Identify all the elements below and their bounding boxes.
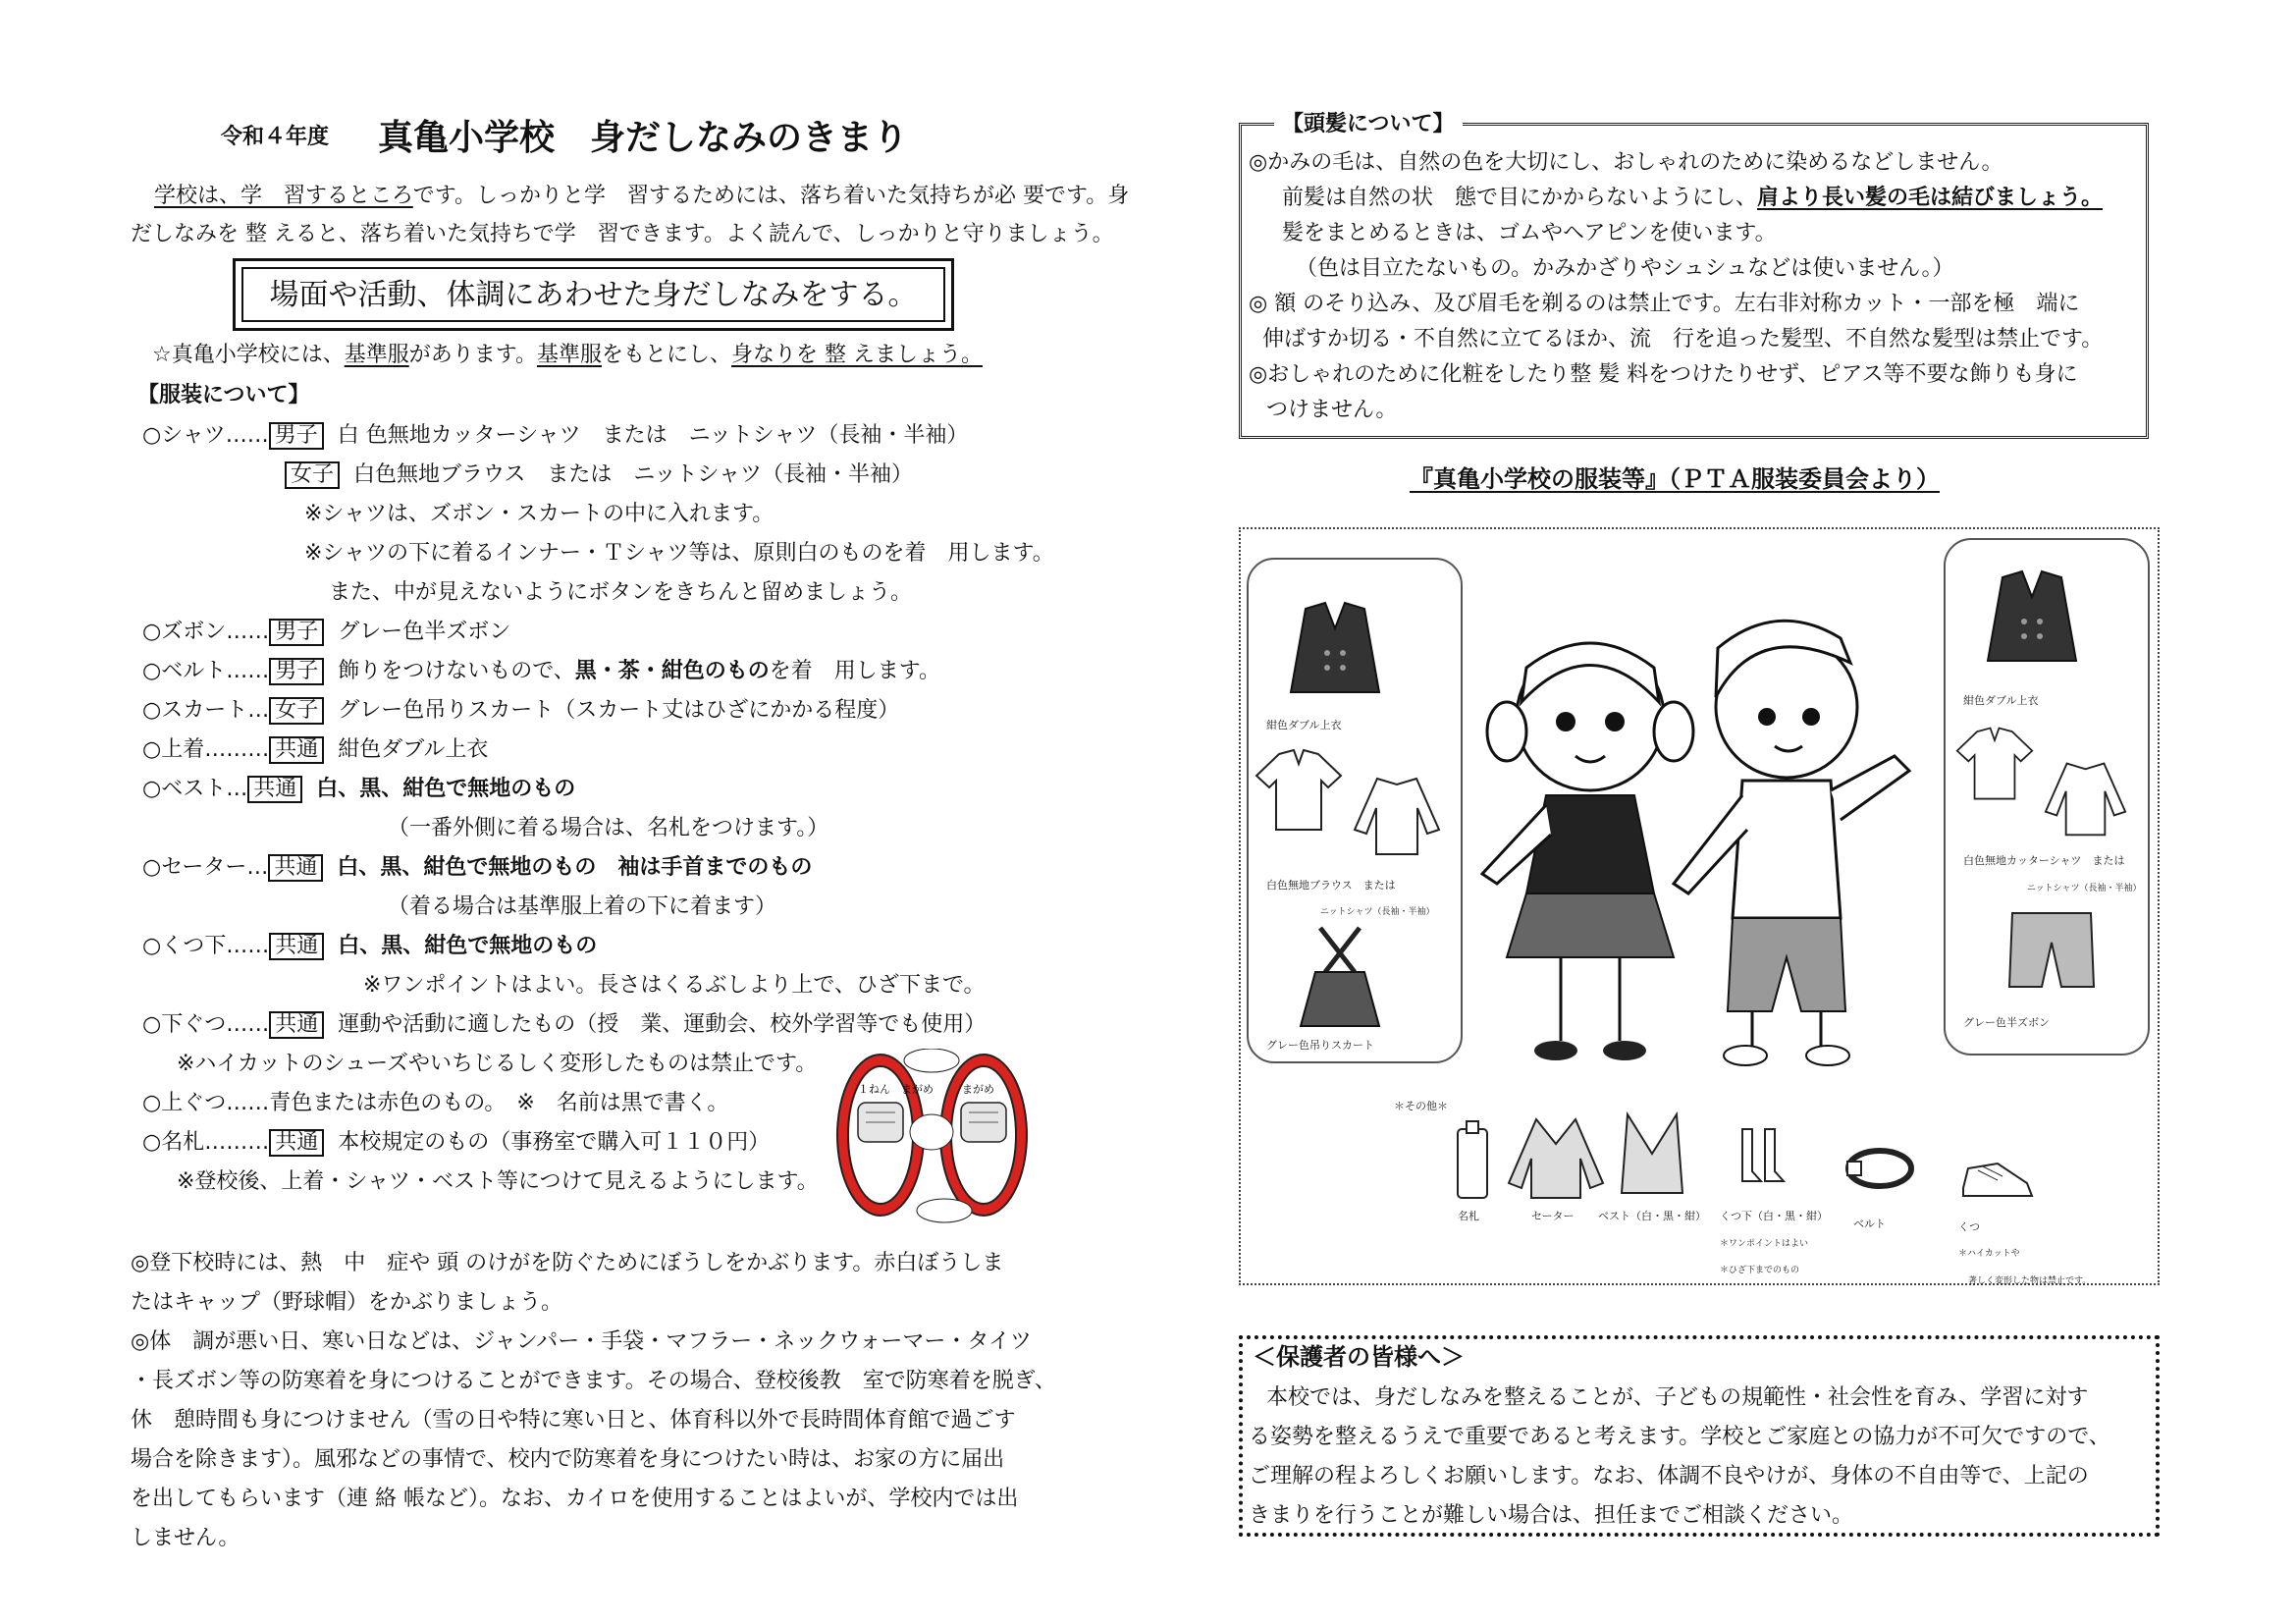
- sweater-icon: [1507, 1114, 1605, 1203]
- tag-girl: 女子: [285, 461, 340, 489]
- boy-shirt-label: 白色無地カッターシャツ または: [1963, 854, 2125, 867]
- boy-jacket-icon: [1983, 568, 2081, 666]
- indoor-shoes-row: ○上ぐつ……青色または赤色のもの。 ※ 名前は黒で書く。: [142, 1091, 729, 1115]
- boy-knit-label: ニットシャツ（長袖・半袖）: [2027, 884, 2142, 893]
- cutter-shirt-icon: [1955, 725, 2034, 803]
- shirt-note-1: ※シャツは、ズボン・スカートの中に入れます。: [304, 502, 774, 526]
- vest-row: ○ベスト… 共通 白、黒、紺色で無地のもの: [142, 777, 576, 801]
- page-title: 真亀小学校 身だしなみのきまり: [378, 117, 909, 158]
- jacket-icon: [1286, 599, 1384, 697]
- tag-boy: 男子: [269, 422, 324, 450]
- item-socks-label: くつ下（白・黒・紺）: [1720, 1210, 1828, 1222]
- boy-jacket-label: 紺色ダブル上衣: [1963, 694, 2039, 707]
- motto-text: 場面や活動、体調にあわせた身だしなみをする。: [269, 278, 918, 312]
- boy-knit-icon: [2044, 756, 2127, 839]
- shoe-tag-mid: まがめ: [962, 1083, 994, 1096]
- hair-line-2: 前髪は自然の状 態で目にかからないようにし、肩より長い髪の毛は結びましょう。: [1282, 186, 2104, 210]
- cold-line-3: 休 憩時間も身につけません（雪の日や特に寒い日と、体育科以外で長時間体育館で過ごす: [131, 1408, 1016, 1433]
- indoor-shoes-illustration: [827, 1049, 1052, 1225]
- boy-pants-label: グレー色半ズボン: [1963, 1016, 2050, 1029]
- item-socks-note-2: ＊ひざ下までのもの: [1720, 1266, 1800, 1275]
- girl-jacket-label: 紺色ダブル上衣: [1266, 719, 1342, 731]
- shoe-tag-top: １ねん まがめ: [858, 1083, 934, 1096]
- hair-line-5: ◎ 額 のそり込み、及び眉毛を剃るのは禁止です。左右非対称カット・一部を極 端に: [1249, 292, 2080, 316]
- socks-note: ※ワンポイントはよい。長さはくるぶしより上で、ひざ下まで。: [363, 973, 986, 998]
- girl-knit-label: ニットシャツ（長袖・半袖）: [1320, 907, 1435, 917]
- skirt-row: ○スカート… 女子 グレー色吊りスカート（スカート丈はひざにかかる程度）: [142, 698, 900, 723]
- suspender-skirt-icon: [1296, 923, 1384, 1031]
- socks-row: ○くつ下…… 共通 白、黒、紺色で無地のもの: [142, 934, 598, 958]
- item-shoes-label: くつ: [1958, 1220, 1980, 1233]
- item-shoes-note-2: 著しく変形した物は禁止です。: [1968, 1276, 2092, 1286]
- cold-line-4: 場合を除きます）。風邪などの事情で、校内で防寒着を身につけたい時は、お家の方に届出: [131, 1447, 1005, 1472]
- others-label: ＊その他＊: [1394, 1100, 1448, 1112]
- name-tag-row: ○名札……… 共通 本校規定のもの（事務室で購入可１１０円）: [142, 1130, 771, 1155]
- girl-skirt-label: グレー色吊りスカート: [1266, 1039, 1374, 1052]
- hair-header: 【頭髪について】: [1274, 111, 1463, 138]
- cold-line-2: ・長ズボン等の防寒着を身につけることができます。その場合、登校後教 室で防寒着を脱ぎ、: [131, 1369, 1056, 1393]
- cold-line-6: しません。: [131, 1526, 240, 1550]
- clothing-header: 【服装について】: [137, 383, 310, 407]
- name-tag-note: ※登校後、上着・シャツ・ベスト等につけて見えるようにします。: [177, 1169, 819, 1194]
- guardian-line-4: きまりを行うことが難しい場合は、担任までご相談ください。: [1249, 1503, 1854, 1528]
- intro-line-2: だしなみを 整 えると、落ち着いた気持ちで学 習できます。よく読んで、しっかりと守りましょう。: [131, 222, 1114, 246]
- belt-icon: [1845, 1144, 1914, 1193]
- item-vest-label: ベスト（白・黒・紺）: [1598, 1210, 1706, 1222]
- item-belt-label: ベルト: [1853, 1218, 1886, 1230]
- children-illustration: [1463, 609, 1924, 1070]
- blouse-icon: [1255, 746, 1343, 835]
- item-shoes-note-1: ＊ハイカットや: [1958, 1249, 2020, 1259]
- cold-line-5: を出してもらいます（連 絡 帳など）。なお、カイロを使用することはよいが、学校内では出: [131, 1487, 1019, 1511]
- standard-uniform-line: ☆真亀小学校には、基準服があります。基準服をもとにし、身なりを 整 えましょう。: [152, 343, 984, 367]
- hat-line-1: ◎登下校時には、熱 中 症や 頭 のけがを防ぐためにぼうしをかぶります。赤白ぼうしま: [131, 1251, 1004, 1275]
- school-year: 令和４年度: [221, 124, 330, 149]
- shoes-icon: [1958, 1149, 2037, 1203]
- sweater-note: （着る場合は基準服上着の下に着ます）: [388, 894, 777, 919]
- hat-line-2: たはキャップ（野球帽）をかぶりましょう。: [131, 1290, 563, 1315]
- guardian-line-1: 本校では、身だしなみを整えることが、子どもの規範性・社会性を育み、学習に対す: [1266, 1385, 2089, 1410]
- sweater-row: ○セーター… 共通 白、黒、紺色で無地のもの 袖は手首までのもの: [142, 855, 813, 880]
- hair-line-1: ◎かみの毛は、自然の色を大切にし、おしゃれのために染めるなどしません。: [1249, 150, 2003, 175]
- shirt-boy-row: ○シャツ…… 男子 白 色無地カッターシャツ または ニットシャツ（長袖・半袖）: [142, 423, 969, 448]
- shirt-note-2: ※シャツの下に着るインナー・Ｔシャツ等は、原則白のものを着 用します。: [304, 541, 1054, 566]
- shoes-note: ※ハイカットのシューズやいちじるしく変形したものは禁止です。: [177, 1052, 818, 1076]
- hair-line-6: 伸ばすか切る・不自然に立てるほか、流 行を追った髪型、不自然な髪型は禁止です。: [1262, 327, 2104, 352]
- belt-row: ○ベルト…… 男子 飾りをつけないもので、黒・茶・紺色のものを着 用します。: [142, 659, 941, 683]
- guardian-line-2: る姿勢を整えるうえで重要であると考えます。学校とご家庭との協力が不可欠ですので、: [1249, 1425, 2110, 1449]
- hair-line-8: つけません。: [1266, 398, 1398, 422]
- guardian-line-3: ご理解の程よろしくお願いします。なお、体調不良やけが、身体の不自由等で、上記の: [1249, 1464, 2089, 1489]
- hair-line-7: ◎おしゃれのために化粧をしたり整 髪 料をつけたりせず、ピアス等不要な飾りも身に: [1249, 362, 2078, 387]
- hair-line-3: 髪をまとめるときは、ゴムやヘアピンを使います。: [1282, 221, 1777, 245]
- guardian-header: ＜保護者の皆様へ＞: [1253, 1343, 1465, 1371]
- cold-line-1: ◎体 調が悪い日、寒い日などは、ジャンパー・手袋・マフラー・ネックウォーマー・タイツ: [131, 1329, 1032, 1354]
- pants-row: ○ズボン…… 男子 グレー色半ズボン: [142, 620, 511, 644]
- item-sweater-label: セーター: [1531, 1210, 1575, 1222]
- half-pants-icon: [2007, 908, 2096, 992]
- item-socks-note-1: ＊ワンポイントはよい: [1720, 1239, 1809, 1249]
- uniform-title: 『真亀小学校の服装等』（ＰＴＡ服装委員会より）: [1410, 465, 1940, 493]
- intro-line-1: 学校は、学 習するところです。しっかりと学 習するためには、落ち着いた気持ちが必 要です。身: [154, 184, 1130, 208]
- vest-icon: [1618, 1110, 1686, 1198]
- knit-shirt-icon: [1353, 771, 1441, 859]
- hair-line-4: （色は目立たないもの。かみかざりやシュシュなどは使いません。）: [1296, 256, 1954, 281]
- shirt-note-3: また、中が見えないようにボタンをきちんと留めましょう。: [329, 580, 913, 605]
- motto-box: [233, 258, 954, 331]
- shoes-row: ○下ぐつ…… 共通 運動や活動に適したもの（授 業、運動会、校外学習等でも使用）: [142, 1012, 987, 1037]
- shirt-girl-row: 女子 白色無地ブラウス または ニットシャツ（長袖・半袖）: [285, 461, 913, 489]
- girl-blouse-label: 白色無地ブラウス または: [1266, 879, 1396, 892]
- socks-icon: [1737, 1127, 1787, 1186]
- item-name-tag-label: 名札: [1458, 1210, 1479, 1222]
- jacket-row: ○上着……… 共通 紺色ダブル上衣: [142, 737, 489, 762]
- vest-note: （一番外側に着る場合は、名札をつけます。）: [388, 816, 829, 840]
- name-tag-icon: [1453, 1119, 1492, 1203]
